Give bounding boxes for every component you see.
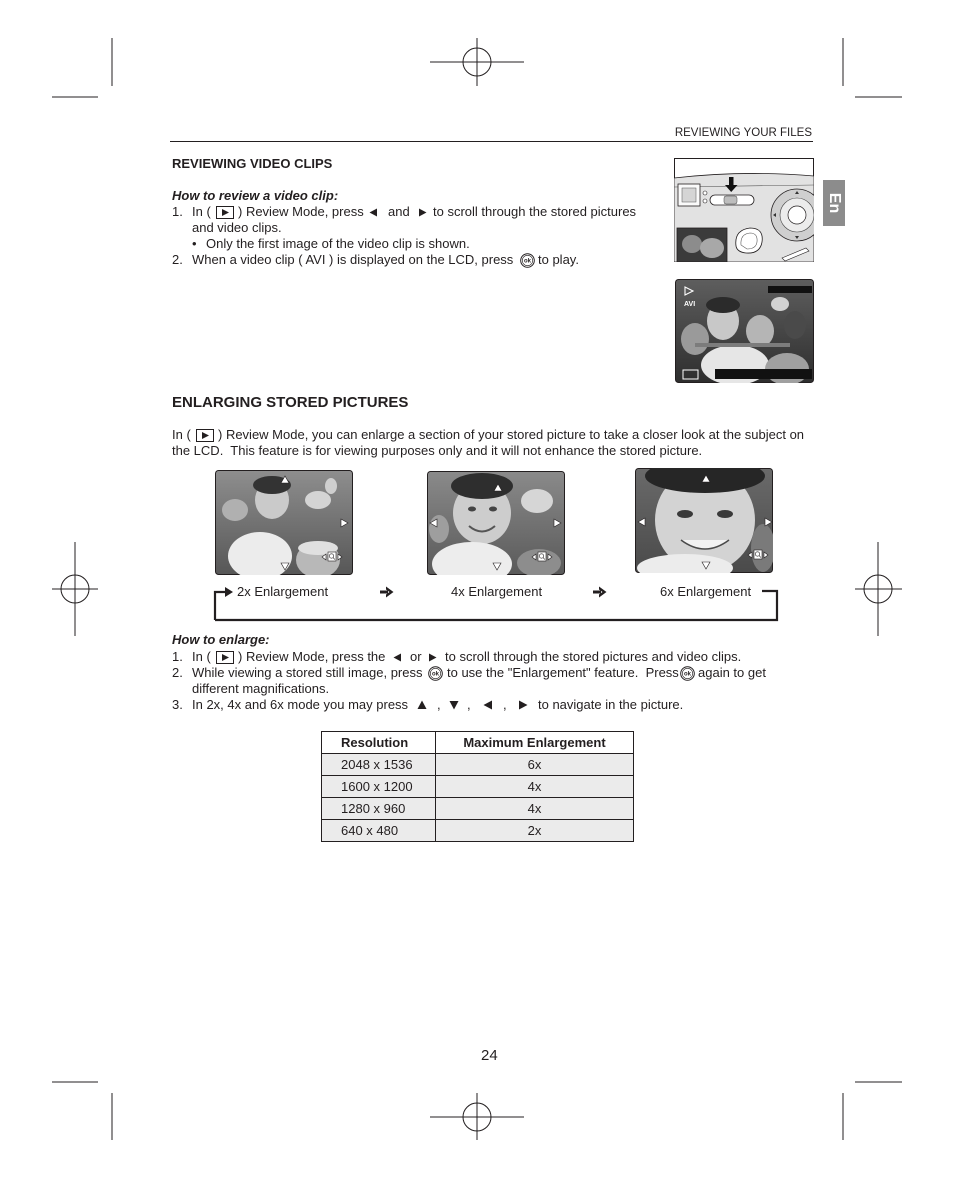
language-tab-label: En [826,192,843,214]
flow-arrow-icon [593,586,607,598]
stage-label-6x: 6x Enlargement [660,584,752,599]
table-row [322,776,634,798]
step-text: different magnifications. [192,681,330,696]
left-arrow-icon [369,208,378,217]
enlarge-step-1 [0,649,954,665]
enlargement-cell: 6x [436,754,634,776]
left-arrow-icon [393,653,402,662]
play-mode-icon [216,651,234,664]
step-number: 1. [172,204,183,219]
step-text: to scroll through the stored pictures [433,204,637,219]
camera-back-illustration [674,158,814,262]
stage-label-2x: 2x Enlargement [237,584,329,599]
table-row [322,754,634,776]
step-number: 2. [172,665,183,680]
step-text: and [388,204,410,219]
registration-mark-bottom [430,1093,524,1140]
stage-label-4x: 4x Enlargement [451,584,543,599]
intro-text: ) Review Mode, you can enlarge a section of your stored picture to take a closer look at the subject on [218,427,805,442]
clip-format-label: AVI [684,301,696,308]
crop-mark-top-right [843,38,902,97]
enlarge-section-title: ENLARGING STORED PICTURES [172,394,409,411]
enlarge-howto-title: How to enlarge: [172,632,270,647]
right-arrow-icon [418,208,427,217]
step-text: In ( [192,204,211,219]
video-section-title: REVIEWING VIDEO CLIPS [172,156,333,171]
enlargement-cell: 2x [436,820,634,842]
enlargement-6x-photo [635,468,773,573]
ok-button-icon-label: ok [523,258,532,265]
step-text: ) Review Mode, press [238,204,364,219]
separator: , [503,697,507,712]
right-arrow-icon [428,653,437,662]
enlarge-step-2 [0,665,954,681]
step-text: When a video clip ( AVI ) is displayed on the LCD, press [192,252,514,267]
enlargement-stage-labels [0,584,954,600]
enlargement-2x-photo [215,470,353,575]
ok-button-icon-label: ok [431,671,440,678]
quick-button [736,228,762,253]
step-text: to navigate in the picture. [538,697,684,712]
table-row [322,820,634,842]
header-rule [170,141,813,142]
step-text: to use the "Enlargement" feature. Press [447,665,679,680]
resolution-cell: 640 x 480 [322,820,436,842]
play-mode-icon [196,429,214,442]
bullet-mark: • [192,236,197,251]
separator: , [467,697,471,712]
down-arrow-icon [449,700,459,710]
enlarge-step-3 [0,697,954,713]
column-header-max-enlargement: Maximum Enlargement [436,732,634,754]
enlarge-intro-line-2 [0,443,954,459]
step-number: 2. [172,252,183,267]
play-mode-icon [216,206,234,219]
step-text: In 2x, 4x and 6x mode you may press [192,697,409,712]
ok-button-icon [428,666,443,681]
resolution-cell: 2048 x 1536 [322,754,436,776]
separator: , [437,697,441,712]
table-header-row [322,732,634,754]
step-text: or [410,649,422,664]
page-number: 24 [481,1047,498,1064]
crop-mark-top-left [52,38,112,97]
intro-text: the LCD. This feature is for viewing purposes only and it will not enhance the stored picture. [172,443,703,458]
enlargement-cell: 4x [436,798,634,820]
column-header-resolution: Resolution [322,732,436,754]
ok-button-icon [680,666,695,681]
right-arrow-icon [518,700,528,710]
crop-mark-bottom-right [843,1082,902,1140]
up-arrow-icon [417,700,427,710]
step-number: 3. [172,697,183,712]
intro-text: In ( [172,427,191,442]
lcd-video-clip-preview [675,279,814,383]
left-arrow-icon [483,700,493,710]
registration-mark-top [430,38,524,86]
flow-arrow-icon [380,586,394,598]
resolution-cell: 1280 x 960 [322,798,436,820]
enlarge-step-2-continued [0,681,954,697]
step-text: ) Review Mode, press the [238,649,386,664]
step-text: to scroll through the stored pictures and video clips. [445,649,742,664]
resolution-cell: 1600 x 1200 [322,776,436,798]
step-text: and video clips. [192,220,282,235]
enlarge-howto-line [0,632,954,648]
table-row [322,798,634,820]
bullet-text: Only the first image of the video clip is shown. [206,236,470,251]
ok-button-icon [520,253,535,268]
enlargement-4x-photo [427,471,565,575]
resolution-enlargement-table [321,731,634,842]
section-header-label: REVIEWING YOUR FILES [674,127,812,139]
crop-mark-bottom-left [52,1082,112,1140]
enlarge-intro-line-1 [0,427,954,443]
enlargement-cell: 4x [436,776,634,798]
step-text: While viewing a stored still image, press [192,665,423,680]
step-text: again to get [698,665,766,680]
ok-button-icon-label: ok [683,671,692,678]
step-text: to play. [538,252,579,267]
step-number: 1. [172,649,183,664]
step-text: In ( [192,649,211,664]
video-howto-title: How to review a video clip: [172,188,339,203]
